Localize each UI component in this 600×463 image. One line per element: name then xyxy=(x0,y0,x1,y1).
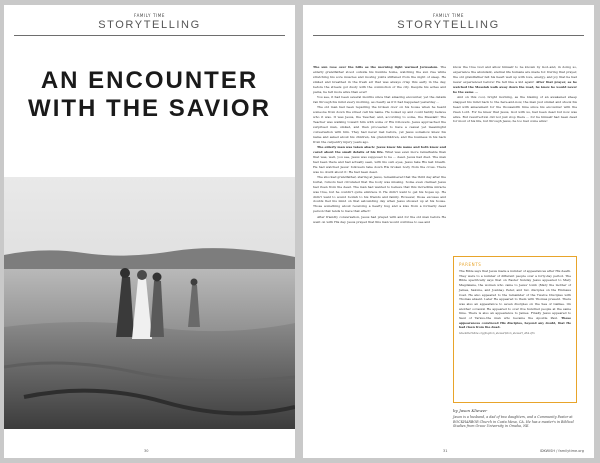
section-title: STORYTELLING xyxy=(98,19,201,31)
sidebar-title: PARENTS xyxy=(459,262,482,267)
title-line-1: AN ENCOUNTER xyxy=(40,67,259,94)
story-paragraph: After friendly conversation, Jesus had prayed with and for the old man before He went on with His day. Jesus prayed that this man would continue to see and xyxy=(313,214,446,224)
story-paragraph: The shocked grandfather, staring at Jesus, remembered that the third day after the burial, rumors had circulated that the body was missing. Some even claimed Jesus had risen from the dead. The man had wanted to believe that this incredible miracle was true, but he couldn't quite embrace it. He didn't want to get his hopes up. He didn't want to sound foolish to his friends and family. However, those excuses and doubts fled his mind on that astounding day when Jesus showed up at his house. Those something about receiving a hearty hug and a kiss from a formerly dead person that tends to have that effect! xyxy=(313,174,446,214)
author-bio: Jason is a husband, a dad of two daughters, and a Community Pastor at ROCKHARBOR Church in Costa Mesa, CA. He has a master's in Biblical Studies from Grace University in Omaha, NE. xyxy=(453,414,574,429)
author-byline xyxy=(453,409,577,429)
kicker-label: FAMILY TIME xyxy=(134,13,165,18)
story-paragraph: You see, it had been several months since that amazing encounter, yet the details ran through his mind every morning, as clearly as if it had happened yesterday ... xyxy=(313,94,446,104)
sidebar-source: blueletterbible.org/faq/don_stewart/don_stewart_454.cfm xyxy=(459,332,535,336)
photo-illustration xyxy=(4,177,295,429)
parents-sidebar xyxy=(453,256,577,403)
left-page-number: 30 xyxy=(144,449,149,453)
header-rule xyxy=(14,35,285,36)
left-page xyxy=(4,5,295,458)
author-name: by Jason Kliewer xyxy=(453,408,488,413)
story-paragraph: And on this cool, bright morning, as the blazing of an awakened sheep snapped his mind back to the here-and-now, the man just smiled and shook his head with amazement for the thousandth time since his encounter with the risen Lord. For he knew that Jesus, God with us, had been dead but now was alive. But resurrection did not just stop there ... for he himself had been dead for most of his life, but through Jesus, he too had come alive! xyxy=(453,94,577,124)
story-column-2 xyxy=(453,65,577,255)
story-column-1 xyxy=(313,65,446,445)
right-page-number: 31 xyxy=(443,449,448,453)
title-line-2: WITH THE SAVIOR xyxy=(28,95,271,122)
kicker-label: FAMILY TIME xyxy=(433,13,464,18)
story-paragraph: The old man had been repairing the broken door on his house when he heard someone from down the street call his name. He looked up and could hardly believe who it was. It was Jesus, the Teacher, and, according to some, the Messiah! The Teacher was walking toward him with some of His followers. Jesus approached the surprised man, smiled, and then proceeded to have a casual yet meaningful conversation with him. They had never met before, yet Jesus somehow knew his name and asked about his children, his grandchildren, and the business in his back from the carpentry injury years ago. xyxy=(313,105,446,144)
story-paragraph: The sun rose over the hills as the morning light warmed Jerusalem. The elderly grandfather stood outside his humble home, watching the sun rise while stretching his sore muscles and moving joints stiffened from the night of sleep. He smiled and breathed in the fresh air that was always crisp this early in the day, before the streets got dusty with the commotion of the city. Despite his aches and pains, he felt more alive than ever! xyxy=(313,65,447,94)
header-rule xyxy=(313,35,584,36)
shoreline-photo xyxy=(4,177,295,429)
story-paragraph: The elderly man was taken aback: Jesus knew his name and both knew and cared about the small details of his life. What was even more remarkable than that was, well, you see, Jesus was supposed to be ... dead. Jesus had died. The man had been there and had actually seen, with his own eyes, Jesus take His last breath. He had watched Jesus' followers take down His broken body from the cross. There was no doubt about it: He had been dead. xyxy=(313,145,446,174)
story-paragraph: know the true God and allow himself to be known by God–and, in doing so, experience the abundant, eternal life humans are made for. During that prayer, the old grandfather felt his heart well up with love, energy, and joy that he had never experienced before! He felt like a kid again! After that prayer, as he watched the Messiah walk away down the road, he knew he would never be the same ... xyxy=(453,65,577,94)
right-footer-site: IDKWISH / familytime.org xyxy=(539,449,584,453)
article-title xyxy=(4,67,295,123)
right-page xyxy=(303,5,594,458)
sidebar-body: The Bible says that Jesus made a number of appearances after His death. They were to a number of different people over a forty-day period. The Bible specifically says that on Easter Sunday Jesus appeared to Mary Magdalene, the women who came to Jesus' tomb (Mary the mother of James, Salome, and Joanna), Peter, and two disciples on the Emmaus road. He also appeared to the remainder of the Twelve Disciples with Thomas absent. Later He appeared to them with Thomas present. There was also an appearance to seven disciples on the Sea of Galilee. On another occasion He appeared to over five hundred people at the same time. There is also an appearance to James. Finally Jesus appeared to Saul of Tarsus–the man who became the Apostle Paul. These appearances convinced His disciples, beyond any doubt, that He had risen from the dead. xyxy=(459,269,571,330)
section-title: STORYTELLING xyxy=(397,19,500,31)
